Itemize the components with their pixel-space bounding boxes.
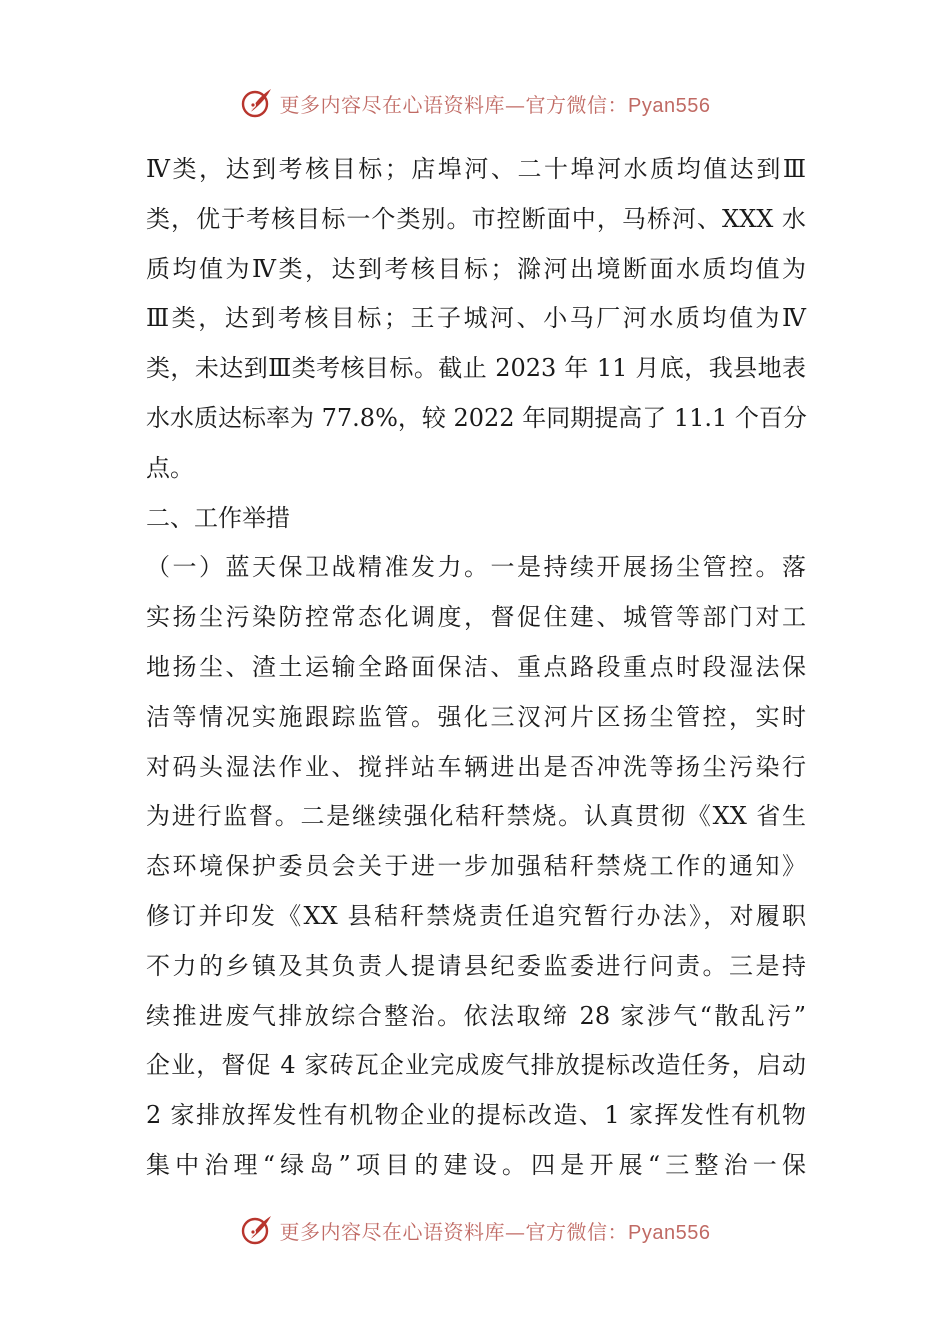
header-watermark-banner <box>0 78 950 128</box>
body-line: 点。 <box>146 453 194 482</box>
body-line: 不力的乡镇及其负责人提请县纪委监委进行问责。三是持 <box>146 951 806 980</box>
document-body <box>146 145 806 1191</box>
body-line: 2 家排放挥发性有机物企业的提标改造、1 家挥发性有机物 <box>146 1101 806 1130</box>
body-line: 质均值为Ⅳ类，达到考核目标；滁河出境断面水质均值为 <box>146 254 806 283</box>
body-line: Ⅲ类，达到考核目标；王子城河、小马厂河水质均值为Ⅳ <box>146 304 806 333</box>
body-line: 集中治理“绿岛”项目的建设。四是开展“三整治一保 <box>146 1150 806 1179</box>
banner-text: 更多内容尽在心语资料库—官方微信：Pyan556 <box>279 1219 711 1244</box>
body-line: 地扬尘、渣土运输全路面保洁、重点路段重点时段湿法保 <box>146 652 806 681</box>
quill-logo-icon <box>240 1213 274 1247</box>
body-line: 洁等情况实施跟踪监管。强化三汊河片区扬尘管控，实时 <box>146 702 806 731</box>
body-line: 类，未达到Ⅲ类考核目标。截止 2023 年 11 月底，我县地表 <box>146 354 806 383</box>
banner-text: 更多内容尽在心语资料库—官方微信：Pyan556 <box>279 92 711 117</box>
body-line: 态环境保护委员会关于进一步加强秸秆禁烧工作的通知》 <box>146 852 806 881</box>
body-line: 类，优于考核目标一个类别。市控断面中，马桥河、XXX 水 <box>146 204 806 233</box>
section-heading: 二、工作举措 <box>146 503 290 532</box>
footer-watermark-banner <box>0 1205 950 1255</box>
body-line: 水水质达标率为 77.8%，较 2022 年同期提高了 11.1 个百分 <box>146 403 807 432</box>
body-line: 对码头湿法作业、搅拌站车辆进出是否冲洗等扬尘污染行 <box>146 752 806 781</box>
quill-logo-icon <box>240 86 274 120</box>
body-line: （一）蓝天保卫战精准发力。一是持续开展扬尘管控。落 <box>146 553 806 582</box>
body-line: 企业，督促 4 家砖瓦企业完成废气排放提标改造任务，启动 <box>146 1051 806 1080</box>
body-line: 为进行监督。二是继续强化秸秆禁烧。认真贯彻《XX 省生 <box>146 802 806 831</box>
body-line: 续推进废气排放综合整治。依法取缔 28 家涉气“散乱污” <box>146 1001 806 1030</box>
body-line: 实扬尘污染防控常态化调度，督促住建、城管等部门对工 <box>146 603 806 632</box>
body-line: Ⅳ类，达到考核目标；店埠河、二十埠河水质均值达到Ⅲ <box>146 155 806 183</box>
body-line: 修订并印发《XX 县秸秆禁烧责任追究暂行办法》，对履职 <box>146 901 806 930</box>
